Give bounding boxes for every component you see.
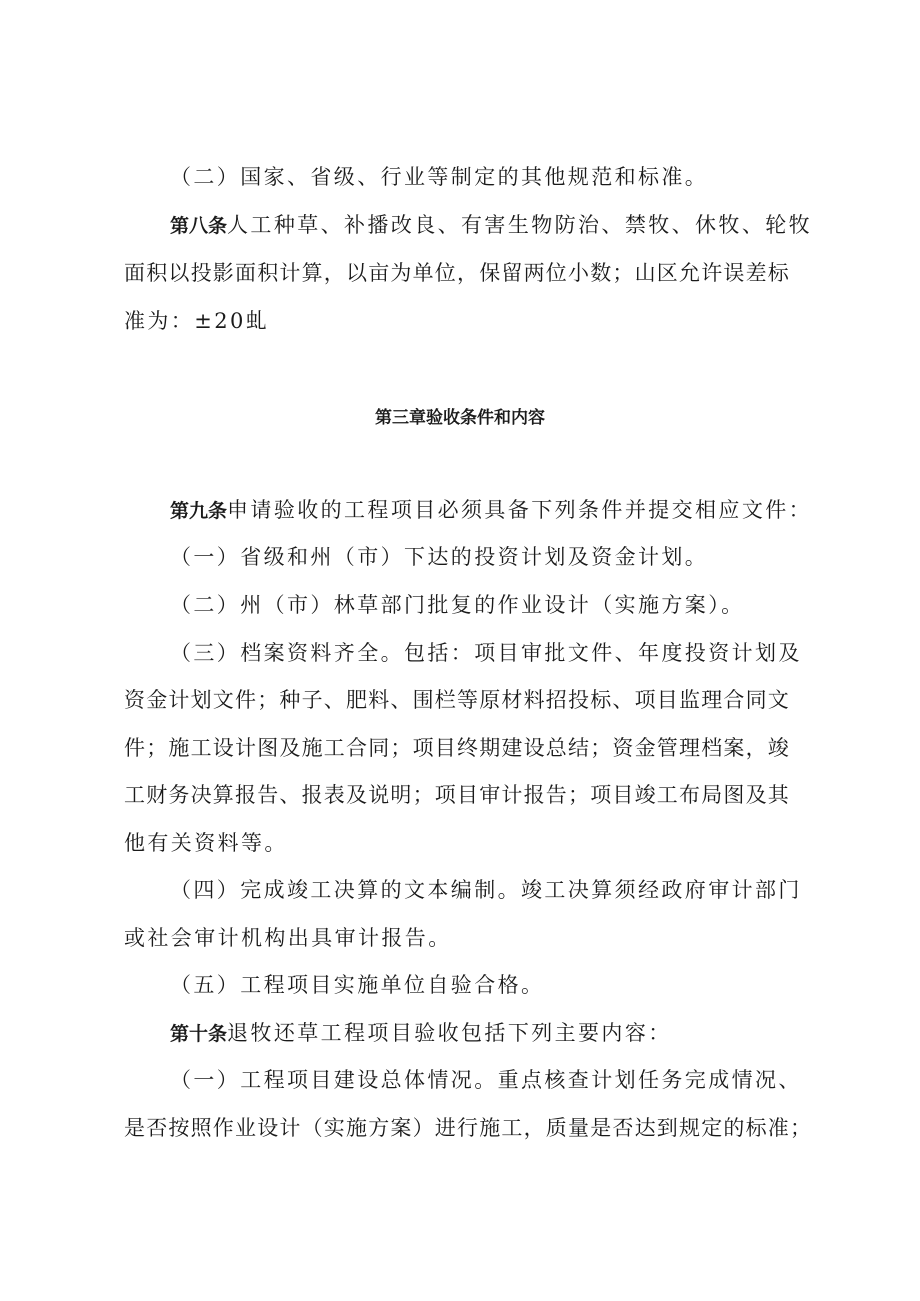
article-10-item-1-line-1: （一）工程项目建设总体情况。重点核查计划任务完成情况、 <box>170 1068 802 1092</box>
article-9-label: 第九条 <box>170 500 228 522</box>
article-8-line-1 <box>170 211 813 240</box>
article-9-item-3-line-4: 工财务决算报告、报表及说明；项目审计报告；项目竣工布局图及其 <box>124 783 790 807</box>
article-9-item-3-line-3: 件；施工设计图及施工合同；项目终期建设总结；资金管理档案，竣 <box>124 736 790 760</box>
article-8-line-3: 准为：±20虬 <box>124 309 270 333</box>
article-9-item-5: （五）工程项目实施单位自验合格。 <box>170 973 545 997</box>
article-8-line-2: 面积以投影面积计算，以亩为单位，保留两位小数；山区允许误差标 <box>124 261 790 285</box>
article-9-item-3-line-2: 资金计划文件；种子、肥料、围栏等原材料招投标、项目监理合同文 <box>124 688 790 712</box>
article-9-line-1 <box>170 496 813 525</box>
article-8-label: 第八条 <box>170 215 228 237</box>
article-9-item-3-line-1: （三）档案资料齐全。包括：项目审批文件、年度投资计划及 <box>170 641 802 665</box>
article-9-item-4-line-2: 或社会审计机构出具审计报告。 <box>124 926 452 950</box>
article-9-item-3-line-5: 他有关资料等。 <box>124 831 288 855</box>
article-10-line-1 <box>170 1019 804 1048</box>
article-10-text-1: 退牧还草工程项目验收包括下列主要内容： <box>227 1021 672 1045</box>
article-9-item-2: （二）州（市）林草部门批复的作业设计（实施方案）。 <box>170 593 745 617</box>
article-10-label: 第十条 <box>170 1023 228 1045</box>
article-9-text-1: 申请验收的工程项目必须具备下列条件并提交相应文件： <box>227 498 813 522</box>
paragraph-national-standards: （二）国家、省级、行业等制定的其他规范和标准。 <box>170 165 709 189</box>
chapter-3-heading: 第三章验收条件和内容 <box>375 408 545 428</box>
article-10-item-1-line-2: 是否按照作业设计（实施方案）进行施工，质量是否达到规定的标准； <box>124 1116 813 1140</box>
article-9-item-4-line-1: （四）完成竣工决算的文本编制。竣工决算须经政府审计部门 <box>170 878 802 902</box>
article-9-item-1: （一）省级和州（市）下达的投资计划及资金计划。 <box>170 545 709 569</box>
article-8-text-1: 人工种草、补播改良、有害生物防治、禁牧、休牧、轮牧 <box>227 213 813 237</box>
